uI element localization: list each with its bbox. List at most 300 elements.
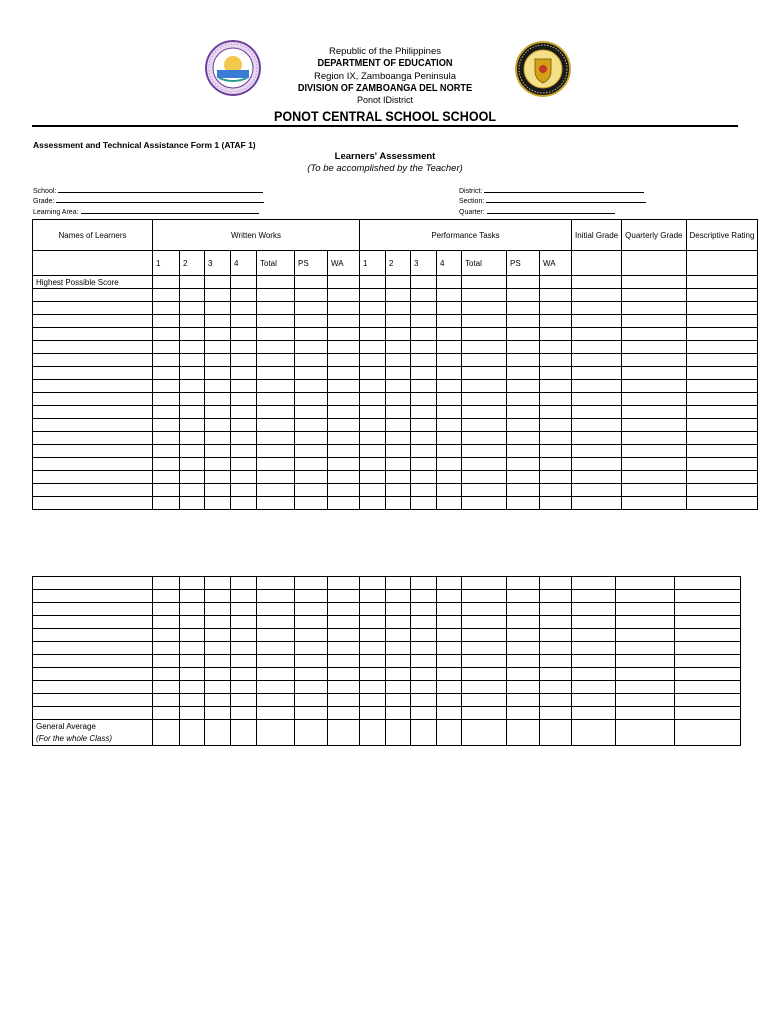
score-cell[interactable] xyxy=(437,720,462,746)
score-cell[interactable] xyxy=(295,484,328,497)
score-cell[interactable] xyxy=(437,328,462,341)
score-cell[interactable] xyxy=(675,720,741,746)
score-cell[interactable] xyxy=(507,497,540,510)
score-cell[interactable] xyxy=(180,328,205,341)
score-cell[interactable] xyxy=(572,315,622,328)
score-cell[interactable] xyxy=(386,341,411,354)
score-cell[interactable] xyxy=(386,445,411,458)
score-cell[interactable] xyxy=(257,367,295,380)
score-cell[interactable] xyxy=(616,642,675,655)
score-cell[interactable] xyxy=(437,445,462,458)
score-cell[interactable] xyxy=(360,694,386,707)
score-cell[interactable] xyxy=(386,720,411,746)
score-cell[interactable] xyxy=(411,694,437,707)
score-cell[interactable] xyxy=(360,642,386,655)
score-cell[interactable] xyxy=(295,302,328,315)
score-cell[interactable] xyxy=(616,681,675,694)
score-cell[interactable] xyxy=(540,445,572,458)
score-cell[interactable] xyxy=(386,380,411,393)
score-cell[interactable] xyxy=(231,445,257,458)
score-cell[interactable] xyxy=(411,458,437,471)
score-cell[interactable] xyxy=(153,616,180,629)
score-cell[interactable] xyxy=(360,354,386,367)
score-cell[interactable] xyxy=(462,681,507,694)
score-cell[interactable] xyxy=(180,590,205,603)
score-cell[interactable] xyxy=(328,577,360,590)
score-cell[interactable] xyxy=(153,590,180,603)
score-cell[interactable] xyxy=(328,707,360,720)
score-cell[interactable] xyxy=(257,642,295,655)
score-cell[interactable] xyxy=(686,328,758,341)
learner-name-cell[interactable] xyxy=(33,590,153,603)
score-cell[interactable] xyxy=(295,497,328,510)
score-cell[interactable] xyxy=(507,629,540,642)
score-cell[interactable] xyxy=(328,302,360,315)
score-cell[interactable] xyxy=(360,393,386,406)
score-cell[interactable] xyxy=(231,681,257,694)
score-cell[interactable] xyxy=(257,419,295,432)
score-cell[interactable] xyxy=(437,484,462,497)
score-cell[interactable] xyxy=(386,328,411,341)
score-cell[interactable] xyxy=(462,707,507,720)
score-cell[interactable] xyxy=(411,276,437,289)
learner-name-cell[interactable] xyxy=(33,432,153,445)
score-cell[interactable] xyxy=(153,642,180,655)
learning-area-field[interactable] xyxy=(33,207,259,216)
score-cell[interactable] xyxy=(205,393,231,406)
score-cell[interactable] xyxy=(540,616,572,629)
learner-name-cell[interactable] xyxy=(33,354,153,367)
score-cell[interactable] xyxy=(180,419,205,432)
score-cell[interactable] xyxy=(328,603,360,616)
score-cell[interactable] xyxy=(153,603,180,616)
score-cell[interactable] xyxy=(675,577,741,590)
score-cell[interactable] xyxy=(437,393,462,406)
score-cell[interactable] xyxy=(507,484,540,497)
score-cell[interactable] xyxy=(411,302,437,315)
score-cell[interactable] xyxy=(257,393,295,406)
score-cell[interactable] xyxy=(437,681,462,694)
score-cell[interactable] xyxy=(386,655,411,668)
score-cell[interactable] xyxy=(386,354,411,367)
score-cell[interactable] xyxy=(257,655,295,668)
score-cell[interactable] xyxy=(411,616,437,629)
quarter-field[interactable] xyxy=(459,207,615,216)
score-cell[interactable] xyxy=(411,445,437,458)
score-cell[interactable] xyxy=(360,458,386,471)
score-cell[interactable] xyxy=(437,276,462,289)
score-cell[interactable] xyxy=(205,302,231,315)
score-cell[interactable] xyxy=(572,328,622,341)
score-cell[interactable] xyxy=(411,289,437,302)
learner-name-cell[interactable] xyxy=(33,681,153,694)
learner-name-cell[interactable] xyxy=(33,707,153,720)
score-cell[interactable] xyxy=(507,432,540,445)
score-cell[interactable] xyxy=(360,432,386,445)
score-cell[interactable] xyxy=(360,367,386,380)
score-cell[interactable] xyxy=(180,341,205,354)
score-cell[interactable] xyxy=(411,406,437,419)
score-cell[interactable] xyxy=(616,577,675,590)
score-cell[interactable] xyxy=(231,302,257,315)
score-cell[interactable] xyxy=(360,302,386,315)
score-cell[interactable] xyxy=(462,720,507,746)
score-cell[interactable] xyxy=(462,406,507,419)
learner-name-cell[interactable] xyxy=(33,419,153,432)
score-cell[interactable] xyxy=(411,432,437,445)
score-cell[interactable] xyxy=(462,694,507,707)
score-cell[interactable] xyxy=(231,707,257,720)
score-cell[interactable] xyxy=(507,380,540,393)
score-cell[interactable] xyxy=(507,720,540,746)
score-cell[interactable] xyxy=(386,577,411,590)
score-cell[interactable] xyxy=(437,341,462,354)
score-cell[interactable] xyxy=(205,629,231,642)
score-cell[interactable] xyxy=(572,707,616,720)
score-cell[interactable] xyxy=(540,328,572,341)
score-cell[interactable] xyxy=(205,341,231,354)
score-cell[interactable] xyxy=(462,577,507,590)
score-cell[interactable] xyxy=(411,341,437,354)
score-cell[interactable] xyxy=(386,484,411,497)
score-cell[interactable] xyxy=(231,720,257,746)
score-cell[interactable] xyxy=(257,707,295,720)
score-cell[interactable] xyxy=(411,367,437,380)
score-cell[interactable] xyxy=(231,419,257,432)
score-cell[interactable] xyxy=(675,668,741,681)
score-cell[interactable] xyxy=(153,655,180,668)
score-cell[interactable] xyxy=(205,497,231,510)
score-cell[interactable] xyxy=(386,367,411,380)
score-cell[interactable] xyxy=(540,694,572,707)
score-cell[interactable] xyxy=(360,315,386,328)
score-cell[interactable] xyxy=(295,629,328,642)
score-cell[interactable] xyxy=(328,616,360,629)
score-cell[interactable] xyxy=(328,367,360,380)
score-cell[interactable] xyxy=(386,603,411,616)
score-cell[interactable] xyxy=(231,354,257,367)
score-cell[interactable] xyxy=(411,629,437,642)
score-cell[interactable] xyxy=(507,328,540,341)
score-cell[interactable] xyxy=(507,406,540,419)
score-cell[interactable] xyxy=(411,681,437,694)
score-cell[interactable] xyxy=(153,393,180,406)
score-cell[interactable] xyxy=(462,471,507,484)
score-cell[interactable] xyxy=(205,458,231,471)
score-cell[interactable] xyxy=(622,302,686,315)
score-cell[interactable] xyxy=(257,380,295,393)
score-cell[interactable] xyxy=(180,367,205,380)
score-cell[interactable] xyxy=(153,367,180,380)
score-cell[interactable] xyxy=(675,655,741,668)
score-cell[interactable] xyxy=(622,315,686,328)
score-cell[interactable] xyxy=(231,616,257,629)
learner-name-cell[interactable] xyxy=(33,315,153,328)
learner-name-cell[interactable] xyxy=(33,471,153,484)
score-cell[interactable] xyxy=(507,289,540,302)
score-cell[interactable] xyxy=(386,302,411,315)
score-cell[interactable] xyxy=(153,315,180,328)
score-cell[interactable] xyxy=(231,380,257,393)
score-cell[interactable] xyxy=(295,367,328,380)
score-cell[interactable] xyxy=(540,720,572,746)
score-cell[interactable] xyxy=(622,432,686,445)
score-cell[interactable] xyxy=(295,445,328,458)
score-cell[interactable] xyxy=(360,276,386,289)
score-cell[interactable] xyxy=(257,681,295,694)
score-cell[interactable] xyxy=(437,590,462,603)
score-cell[interactable] xyxy=(411,603,437,616)
score-cell[interactable] xyxy=(572,577,616,590)
score-cell[interactable] xyxy=(507,393,540,406)
score-cell[interactable] xyxy=(572,497,622,510)
score-cell[interactable] xyxy=(540,681,572,694)
score-cell[interactable] xyxy=(386,393,411,406)
score-cell[interactable] xyxy=(328,681,360,694)
score-cell[interactable] xyxy=(153,341,180,354)
score-cell[interactable] xyxy=(328,458,360,471)
score-cell[interactable] xyxy=(540,341,572,354)
score-cell[interactable] xyxy=(572,458,622,471)
score-cell[interactable] xyxy=(572,603,616,616)
score-cell[interactable] xyxy=(540,354,572,367)
score-cell[interactable] xyxy=(686,276,758,289)
score-cell[interactable] xyxy=(462,484,507,497)
score-cell[interactable] xyxy=(231,328,257,341)
score-cell[interactable] xyxy=(360,380,386,393)
score-cell[interactable] xyxy=(180,616,205,629)
score-cell[interactable] xyxy=(328,315,360,328)
score-cell[interactable] xyxy=(153,668,180,681)
score-cell[interactable] xyxy=(675,694,741,707)
score-cell[interactable] xyxy=(205,289,231,302)
score-cell[interactable] xyxy=(257,458,295,471)
school-field[interactable] xyxy=(33,186,263,195)
learner-name-cell[interactable] xyxy=(33,380,153,393)
score-cell[interactable] xyxy=(257,668,295,681)
score-cell[interactable] xyxy=(386,419,411,432)
score-cell[interactable] xyxy=(180,707,205,720)
score-cell[interactable] xyxy=(231,629,257,642)
score-cell[interactable] xyxy=(360,616,386,629)
score-cell[interactable] xyxy=(572,289,622,302)
score-cell[interactable] xyxy=(180,380,205,393)
score-cell[interactable] xyxy=(328,629,360,642)
score-cell[interactable] xyxy=(616,590,675,603)
score-cell[interactable] xyxy=(462,655,507,668)
score-cell[interactable] xyxy=(180,445,205,458)
learner-name-cell[interactable] xyxy=(33,458,153,471)
score-cell[interactable] xyxy=(437,497,462,510)
score-cell[interactable] xyxy=(205,603,231,616)
score-cell[interactable] xyxy=(507,655,540,668)
score-cell[interactable] xyxy=(437,668,462,681)
score-cell[interactable] xyxy=(360,720,386,746)
score-cell[interactable] xyxy=(328,497,360,510)
score-cell[interactable] xyxy=(386,276,411,289)
score-cell[interactable] xyxy=(622,289,686,302)
score-cell[interactable] xyxy=(437,458,462,471)
learner-name-cell[interactable] xyxy=(33,341,153,354)
learner-name-cell[interactable] xyxy=(33,393,153,406)
score-cell[interactable] xyxy=(462,276,507,289)
score-cell[interactable] xyxy=(205,681,231,694)
score-cell[interactable] xyxy=(686,341,758,354)
score-cell[interactable] xyxy=(540,668,572,681)
score-cell[interactable] xyxy=(180,497,205,510)
score-cell[interactable] xyxy=(572,720,616,746)
score-cell[interactable] xyxy=(360,497,386,510)
score-cell[interactable] xyxy=(153,629,180,642)
score-cell[interactable] xyxy=(295,315,328,328)
score-cell[interactable] xyxy=(507,302,540,315)
score-cell[interactable] xyxy=(540,642,572,655)
score-cell[interactable] xyxy=(686,406,758,419)
score-cell[interactable] xyxy=(622,367,686,380)
score-cell[interactable] xyxy=(180,289,205,302)
score-cell[interactable] xyxy=(622,393,686,406)
score-cell[interactable] xyxy=(675,629,741,642)
score-cell[interactable] xyxy=(437,616,462,629)
score-cell[interactable] xyxy=(462,341,507,354)
score-cell[interactable] xyxy=(462,432,507,445)
score-cell[interactable] xyxy=(462,668,507,681)
score-cell[interactable] xyxy=(295,276,328,289)
score-cell[interactable] xyxy=(616,616,675,629)
score-cell[interactable] xyxy=(295,590,328,603)
score-cell[interactable] xyxy=(411,668,437,681)
score-cell[interactable] xyxy=(180,668,205,681)
score-cell[interactable] xyxy=(540,655,572,668)
learner-name-cell[interactable] xyxy=(33,603,153,616)
score-cell[interactable] xyxy=(462,419,507,432)
score-cell[interactable] xyxy=(540,419,572,432)
score-cell[interactable] xyxy=(180,694,205,707)
score-cell[interactable] xyxy=(572,629,616,642)
score-cell[interactable] xyxy=(153,445,180,458)
score-cell[interactable] xyxy=(153,432,180,445)
score-cell[interactable] xyxy=(153,577,180,590)
score-cell[interactable] xyxy=(180,577,205,590)
score-cell[interactable] xyxy=(328,432,360,445)
score-cell[interactable] xyxy=(360,681,386,694)
score-cell[interactable] xyxy=(437,406,462,419)
score-cell[interactable] xyxy=(437,315,462,328)
score-cell[interactable] xyxy=(572,642,616,655)
score-cell[interactable] xyxy=(360,289,386,302)
score-cell[interactable] xyxy=(437,642,462,655)
score-cell[interactable] xyxy=(572,354,622,367)
score-cell[interactable] xyxy=(411,642,437,655)
score-cell[interactable] xyxy=(231,590,257,603)
score-cell[interactable] xyxy=(257,497,295,510)
score-cell[interactable] xyxy=(205,354,231,367)
score-cell[interactable] xyxy=(360,445,386,458)
score-cell[interactable] xyxy=(411,315,437,328)
score-cell[interactable] xyxy=(507,642,540,655)
score-cell[interactable] xyxy=(540,432,572,445)
score-cell[interactable] xyxy=(411,655,437,668)
score-cell[interactable] xyxy=(622,458,686,471)
score-cell[interactable] xyxy=(295,694,328,707)
score-cell[interactable] xyxy=(231,341,257,354)
score-cell[interactable] xyxy=(180,484,205,497)
score-cell[interactable] xyxy=(462,393,507,406)
score-cell[interactable] xyxy=(153,354,180,367)
score-cell[interactable] xyxy=(231,642,257,655)
score-cell[interactable] xyxy=(205,707,231,720)
score-cell[interactable] xyxy=(205,590,231,603)
learner-name-cell[interactable] xyxy=(33,655,153,668)
score-cell[interactable] xyxy=(328,471,360,484)
score-cell[interactable] xyxy=(231,577,257,590)
score-cell[interactable] xyxy=(205,720,231,746)
score-cell[interactable] xyxy=(462,367,507,380)
score-cell[interactable] xyxy=(231,484,257,497)
score-cell[interactable] xyxy=(437,577,462,590)
score-cell[interactable] xyxy=(507,707,540,720)
score-cell[interactable] xyxy=(360,419,386,432)
score-cell[interactable] xyxy=(180,720,205,746)
score-cell[interactable] xyxy=(328,393,360,406)
score-cell[interactable] xyxy=(295,432,328,445)
district-field[interactable] xyxy=(459,186,644,195)
score-cell[interactable] xyxy=(572,302,622,315)
score-cell[interactable] xyxy=(231,471,257,484)
score-cell[interactable] xyxy=(386,458,411,471)
score-cell[interactable] xyxy=(675,707,741,720)
score-cell[interactable] xyxy=(153,289,180,302)
score-cell[interactable] xyxy=(257,328,295,341)
score-cell[interactable] xyxy=(616,707,675,720)
score-cell[interactable] xyxy=(386,315,411,328)
score-cell[interactable] xyxy=(180,458,205,471)
score-cell[interactable] xyxy=(540,707,572,720)
score-cell[interactable] xyxy=(572,694,616,707)
score-cell[interactable] xyxy=(360,577,386,590)
score-cell[interactable] xyxy=(437,471,462,484)
score-cell[interactable] xyxy=(257,302,295,315)
score-cell[interactable] xyxy=(360,668,386,681)
learner-name-cell[interactable] xyxy=(33,629,153,642)
score-cell[interactable] xyxy=(572,276,622,289)
score-cell[interactable] xyxy=(231,432,257,445)
score-cell[interactable] xyxy=(295,458,328,471)
score-cell[interactable] xyxy=(360,603,386,616)
score-cell[interactable] xyxy=(507,276,540,289)
score-cell[interactable] xyxy=(257,577,295,590)
score-cell[interactable] xyxy=(180,406,205,419)
score-cell[interactable] xyxy=(462,629,507,642)
score-cell[interactable] xyxy=(507,681,540,694)
grade-field[interactable] xyxy=(33,196,264,205)
score-cell[interactable] xyxy=(507,577,540,590)
score-cell[interactable] xyxy=(462,590,507,603)
score-cell[interactable] xyxy=(205,315,231,328)
learner-name-cell[interactable] xyxy=(33,406,153,419)
score-cell[interactable] xyxy=(386,471,411,484)
score-cell[interactable] xyxy=(328,380,360,393)
score-cell[interactable] xyxy=(295,707,328,720)
score-cell[interactable] xyxy=(616,694,675,707)
score-cell[interactable] xyxy=(231,406,257,419)
score-cell[interactable] xyxy=(231,458,257,471)
score-cell[interactable] xyxy=(686,497,758,510)
score-cell[interactable] xyxy=(295,655,328,668)
score-cell[interactable] xyxy=(153,406,180,419)
score-cell[interactable] xyxy=(257,432,295,445)
score-cell[interactable] xyxy=(540,484,572,497)
